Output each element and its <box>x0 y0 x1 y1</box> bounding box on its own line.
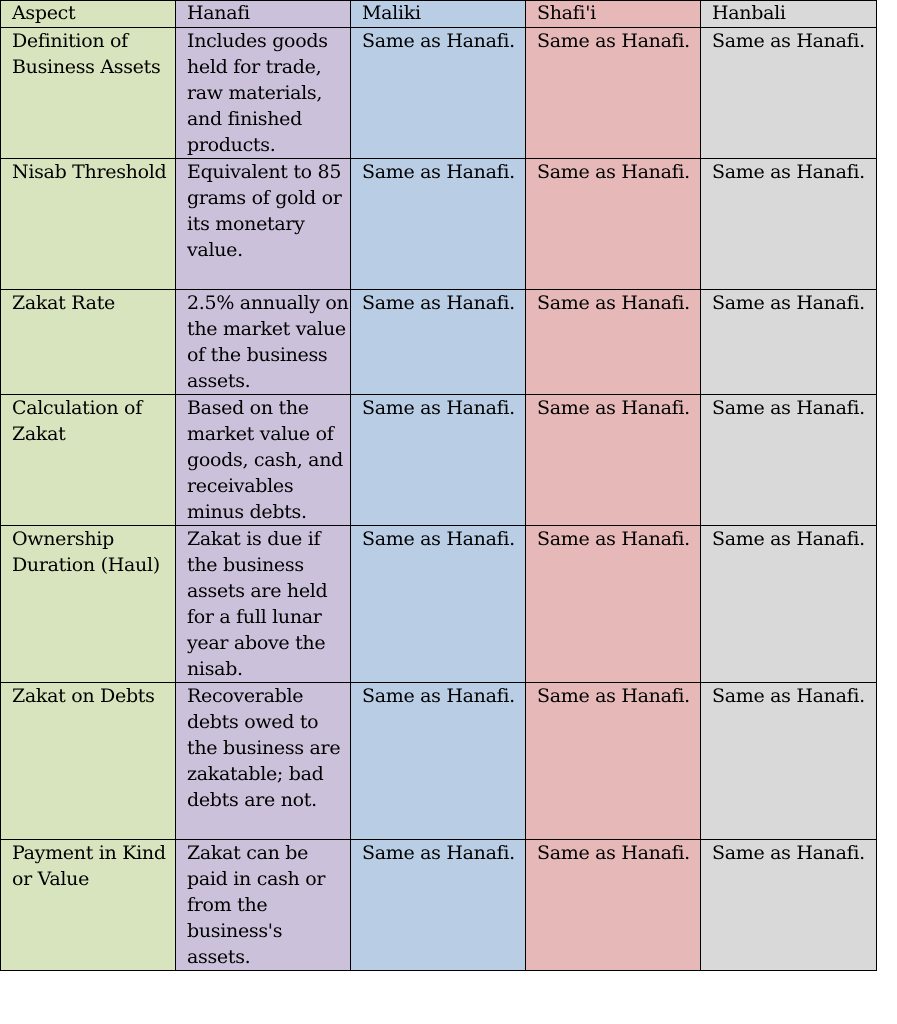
table-row <box>1 290 877 395</box>
hanbali-cell: Same as Hanafi. <box>701 159 877 290</box>
shafii-cell: Same as Hanafi. <box>526 395 701 526</box>
shafii-cell: Same as Hanafi. <box>526 526 701 683</box>
hanbali-cell: Same as Hanafi. <box>701 28 877 159</box>
shafii-cell: Same as Hanafi. <box>526 290 701 395</box>
hanafi-cell: 2.5% annually on the market value of the business assets. <box>176 290 351 395</box>
hanafi-cell: Recoverable debts owed to the business are zakatable; bad debts are not. <box>176 683 351 840</box>
header-hanafi: Hanafi <box>176 1 351 28</box>
maliki-cell: Same as Hanafi. <box>351 290 526 395</box>
hanafi-cell: Equivalent to 85 grams of gold or its monetary value. <box>176 159 351 290</box>
hanafi-cell: Zakat is due if the business assets are held for a full lunar year above the nisab. <box>176 526 351 683</box>
shafii-cell: Same as Hanafi. <box>526 683 701 840</box>
header-maliki: Maliki <box>351 1 526 28</box>
header-aspect: Aspect <box>1 1 176 28</box>
hanbali-cell: Same as Hanafi. <box>701 395 877 526</box>
header-row <box>1 1 877 28</box>
aspect-cell: Calculation of Zakat <box>1 395 176 526</box>
hanbali-cell: Same as Hanafi. <box>701 290 877 395</box>
table-header <box>1 1 877 28</box>
table-row <box>1 159 877 290</box>
table-body <box>1 28 877 971</box>
maliki-cell: Same as Hanafi. <box>351 28 526 159</box>
hanbali-cell: Same as Hanafi. <box>701 683 877 840</box>
hanafi-cell: Based on the market value of goods, cash, and receivables minus debts. <box>176 395 351 526</box>
aspect-cell: Definition of Business Assets <box>1 28 176 159</box>
aspect-cell: Nisab Threshold <box>1 159 176 290</box>
table-row <box>1 28 877 159</box>
shafii-cell: Same as Hanafi. <box>526 840 701 971</box>
hanbali-cell: Same as Hanafi. <box>701 526 877 683</box>
header-shafii: Shafi'i <box>526 1 701 28</box>
maliki-cell: Same as Hanafi. <box>351 840 526 971</box>
table-row <box>1 526 877 683</box>
table-row <box>1 395 877 526</box>
table-row <box>1 683 877 840</box>
table-row <box>1 840 877 971</box>
maliki-cell: Same as Hanafi. <box>351 395 526 526</box>
aspect-cell: Zakat on Debts <box>1 683 176 840</box>
shafii-cell: Same as Hanafi. <box>526 159 701 290</box>
maliki-cell: Same as Hanafi. <box>351 683 526 840</box>
maliki-cell: Same as Hanafi. <box>351 159 526 290</box>
hanafi-cell: Zakat can be paid in cash or from the business's assets. <box>176 840 351 971</box>
aspect-cell: Zakat Rate <box>1 290 176 395</box>
aspect-cell: Ownership Duration (Haul) <box>1 526 176 683</box>
header-hanbali: Hanbali <box>701 1 877 28</box>
hanafi-cell: Includes goods held for trade, raw materials, and finished products. <box>176 28 351 159</box>
shafii-cell: Same as Hanafi. <box>526 28 701 159</box>
aspect-cell: Payment in Kind or Value <box>1 840 176 971</box>
hanbali-cell: Same as Hanafi. <box>701 840 877 971</box>
maliki-cell: Same as Hanafi. <box>351 526 526 683</box>
